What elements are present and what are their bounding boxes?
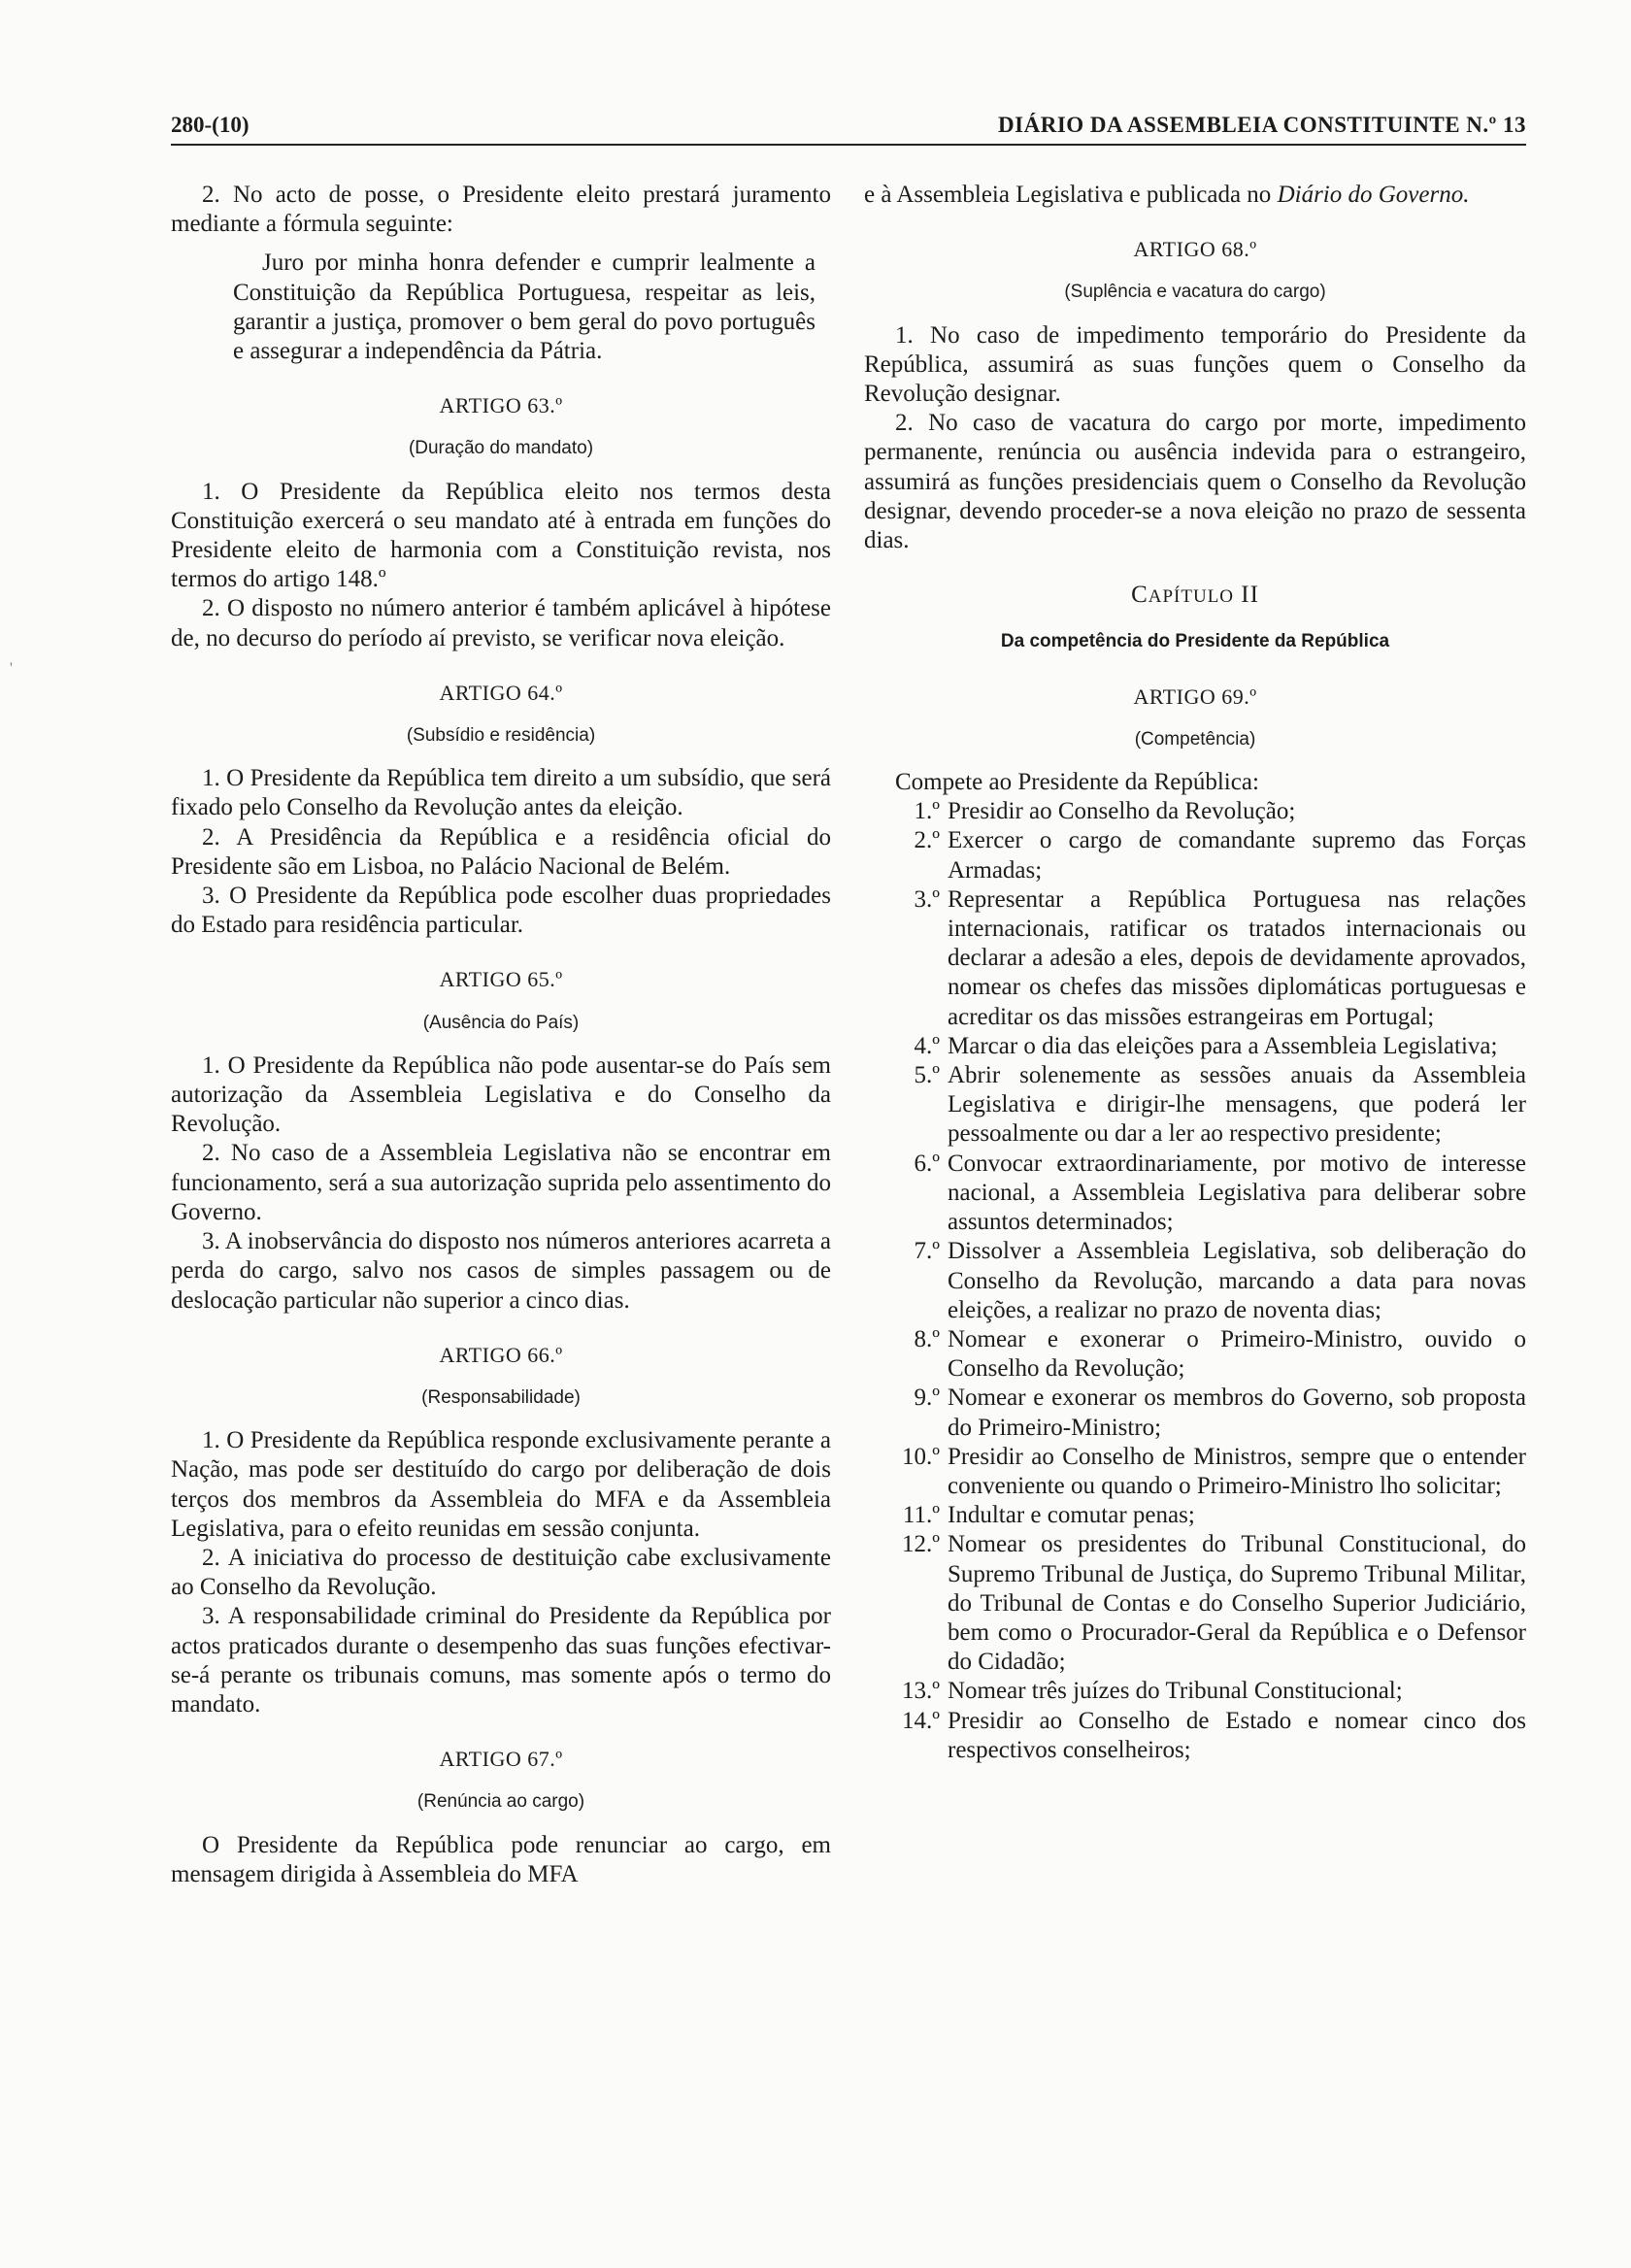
scan-mark: ' [10, 660, 13, 677]
oath-intro-paragraph: 2. No acto de posse, o Presidente eleito prestará juramento mediante a fórmula seguinte: [171, 182, 831, 238]
item-text: Convocar extraordinariamente, por motivo de interesse nacional, a Assembleia Legislativa para deliberar sobre assuntos determinados; [948, 1150, 1526, 1236]
competence-list-item [864, 797, 1526, 826]
article-64-subtitle: (Subsídio e residência) [406, 725, 596, 747]
competence-list-item [864, 885, 1526, 1032]
article-65-title: ARTIGO 65.º [439, 967, 563, 992]
article-67-paragraph-1: O Presidente da República pode renunciar ao cargo, em mensagem dirigida à Assembleia do MFA [171, 1831, 831, 1887]
item-text: Abrir solenemente as sessões anuais da Assembleia Legislativa e dirigir-lhe mensagens, que poderá ler pessoalmente ou dar a ler ao respectivo presidente; [948, 1062, 1526, 1148]
article-67-subtitle: (Renúncia ao cargo) [416, 1791, 585, 1813]
item-number: 12.º [901, 1531, 940, 1558]
article-65-paragraph-1: 1. O Presidente da República não pode ausentar-se do País sem autorização da Assembleia Legislativa e do Conselho da Revolução. [171, 1051, 831, 1138]
article-68-title: ARTIGO 68.º [1133, 237, 1257, 262]
competence-list-item [864, 1677, 1526, 1706]
article-68-subtitle: (Suplência e vacatura do cargo) [1064, 282, 1326, 303]
item-number: 2.º [914, 827, 940, 854]
article-63-subtitle: (Duração do mandato) [408, 438, 594, 459]
item-number: 4.º [914, 1032, 940, 1059]
chapter-cap-first: C [1131, 582, 1148, 609]
item-number: 7.º [914, 1238, 940, 1265]
continuation-italic: Diário do Governo. [1277, 182, 1470, 208]
left-column [171, 181, 831, 1889]
article-64-title: ARTIGO 64.º [439, 680, 563, 705]
item-text: Nomear e exonerar os membros do Governo, sob proposta do Primeiro-Ministro; [948, 1384, 1526, 1441]
article-66-paragraph-2: 2. A iniciativa do processo de destituição cabe exclusivamente ao Conselho da Revolução. [171, 1544, 831, 1601]
article-63-title: ARTIGO 63.º [439, 393, 563, 418]
article-65-paragraph-3: 3. A inobservância do disposto nos números anteriores acarreta a perda do cargo, salvo nos casos de simples passagem ou de deslocação particular não superior a cinco dias. [171, 1228, 831, 1314]
item-number: 6.º [914, 1150, 940, 1177]
competence-list-item [864, 1061, 1526, 1150]
competence-list [864, 797, 1526, 1765]
competence-list-item [864, 826, 1526, 884]
item-number: 5.º [914, 1062, 940, 1089]
competence-list-item [864, 1707, 1526, 1765]
right-column [864, 181, 1526, 1765]
article-63-paragraph-2: 2. O disposto no número anterior é também aplicável à hipótese de, no decurso do período aí previsto, se verificar nova eleição. [171, 595, 831, 651]
article-69-title: ARTIGO 69.º [1133, 684, 1257, 709]
article-68-paragraph-1: 1. No caso de impedimento temporário do Presidente da República, assumirá as suas funções quem o Conselho da Revolução designar. [864, 321, 1526, 408]
continuation-text: e à Assembleia Legislativa e publicada no [864, 182, 1272, 208]
item-text: Representar a República Portuguesa nas relações internacionais, ratificar os tratados internacionais ou declarar a adesão a eles, depois de devidamente aprovados, nomear os chefes das missões diplomáticas portuguesas e acreditar os das missões estrangeiras em Portugal; [948, 885, 1526, 1030]
publication-title: DIÁRIO DA ASSEMBLEIA CONSTITUINTE N.º 13 [998, 113, 1526, 137]
item-number: 14.º [901, 1707, 940, 1734]
item-text: Nomear e exonerar o Primeiro-Ministro, ouvido o Conselho da Revolução; [948, 1325, 1526, 1383]
item-number: 3.º [914, 885, 940, 913]
competence-list-item [864, 1443, 1526, 1501]
item-number: 1.º [914, 798, 940, 825]
item-number: 13.º [901, 1678, 940, 1705]
item-number: 10.º [901, 1443, 940, 1470]
item-text: Nomear três juízes do Tribunal Constitucional; [948, 1678, 1403, 1705]
oath-text: Juro por minha honra defender e cumprir lealmente a Constituição da República Portuguesa, respeitar as leis, garantir a justiça, promover o bem geral do povo português e assegurar a independência da Pátria. [233, 250, 816, 365]
competence-list-item [864, 1150, 1526, 1238]
item-number: 8.º [914, 1325, 940, 1352]
item-text: Presidir ao Conselho de Estado e nomear cinco dos respectivos conselheiros; [948, 1707, 1526, 1763]
item-text: Dissolver a Assembleia Legislativa, sob deliberação do Conselho da Revolução, marcando a data para novas eleições, a realizar no prazo de noventa dias; [948, 1238, 1526, 1323]
article-64-paragraph-2: 2. A Presidência da República e a residência oficial do Presidente são em Lisboa, no Palácio Nacional de Belém. [171, 823, 831, 880]
article-67-title: ARTIGO 67.º [439, 1747, 563, 1772]
competence-list-item [864, 1501, 1526, 1530]
competence-list-item [864, 1530, 1526, 1677]
article-69-intro: Compete ao Presidente da República: [895, 769, 1259, 796]
chapter-cap-rest: APÍTULO [1148, 586, 1235, 608]
article-66-title: ARTIGO 66.º [439, 1342, 563, 1367]
article-65-subtitle: (Ausência do País) [422, 1012, 580, 1033]
article-68-paragraph-2: 2. No caso de vacatura do cargo por morte, impedimento permanente, renúncia ou ausência indevida para o estrangeiro, assumirá as funções presidenciais quem o Conselho da Revolução designar, devendo proceder-se a nova eleição no prazo de sessenta dias. [864, 410, 1526, 554]
page-header [171, 111, 1526, 146]
chapter-heading [864, 581, 1526, 612]
item-number: 11.º [902, 1502, 940, 1529]
competence-list-item [864, 1325, 1526, 1384]
item-text: Exercer o cargo de comandante supremo das Forças Armadas; [948, 827, 1526, 884]
competence-list-item [864, 1237, 1526, 1325]
article-63-paragraph-1: 1. O Presidente da República eleito nos termos desta Constituição exercerá o seu mandato até à entrada em funções do Presidente eleito de harmonia com a Constituição revista, nos termos do artigo 148.º [171, 478, 831, 593]
article-64-paragraph-1: 1. O Presidente da República tem direito a um subsídio, que será fixado pelo Conselho da Revolução antes da eleição. [171, 765, 831, 821]
item-text: Indultar e comutar penas; [948, 1502, 1195, 1529]
item-text: Presidir ao Conselho de Ministros, sempre que o entender conveniente ou quando o Primeiro-Ministro lho solicitar; [948, 1443, 1526, 1499]
article-64-paragraph-3: 3. O Presidente da República pode escolher duas propriedades do Estado para residência particular. [171, 883, 831, 939]
article-66-subtitle: (Responsabilidade) [421, 1386, 581, 1408]
item-text: Presidir ao Conselho da Revolução; [948, 798, 1296, 825]
competence-list-item [864, 1032, 1526, 1061]
item-number: 9.º [914, 1384, 940, 1412]
chapter-number: II [1241, 582, 1259, 609]
article-66-paragraph-3: 3. A responsabilidade criminal do Presidente da República por actos praticados durante o desempenho das suas funções efectivar-se-á perante os tribunais comuns, mas somente após o termo do mandato. [171, 1603, 831, 1718]
article-67-continuation [864, 181, 1526, 210]
competence-list-item [864, 1384, 1526, 1442]
chapter-subtitle: Da competência do Presidente da República [1000, 631, 1390, 652]
article-65-paragraph-2: 2. No caso de a Assembleia Legislativa não se encontrar em funcionamento, será a sua autorização suprida pelo assentimento do Governo. [171, 1140, 831, 1225]
article-69-subtitle: (Competência) [1134, 728, 1256, 750]
article-66-paragraph-1: 1. O Presidente da República responde exclusivamente perante a Nação, mas pode ser destituído do cargo por deliberação de dois terços dos membros da Assembleia do MFA e da Assembleia Legislativa, para o efeito reunidas em sessão conjunta. [171, 1427, 831, 1542]
page-number: 280-(10) [171, 113, 250, 137]
item-text: Marcar o dia das eleições para a Assembleia Legislativa; [948, 1032, 1498, 1059]
item-text: Nomear os presidentes do Tribunal Constitucional, do Supremo Tribunal de Justiça, do Supremo Tribunal Militar, do Tribunal de Contas e do Conselho Superior Judiciário, bem como o Procurador-Geral da República e o Defensor do Cidadão; [948, 1531, 1526, 1676]
